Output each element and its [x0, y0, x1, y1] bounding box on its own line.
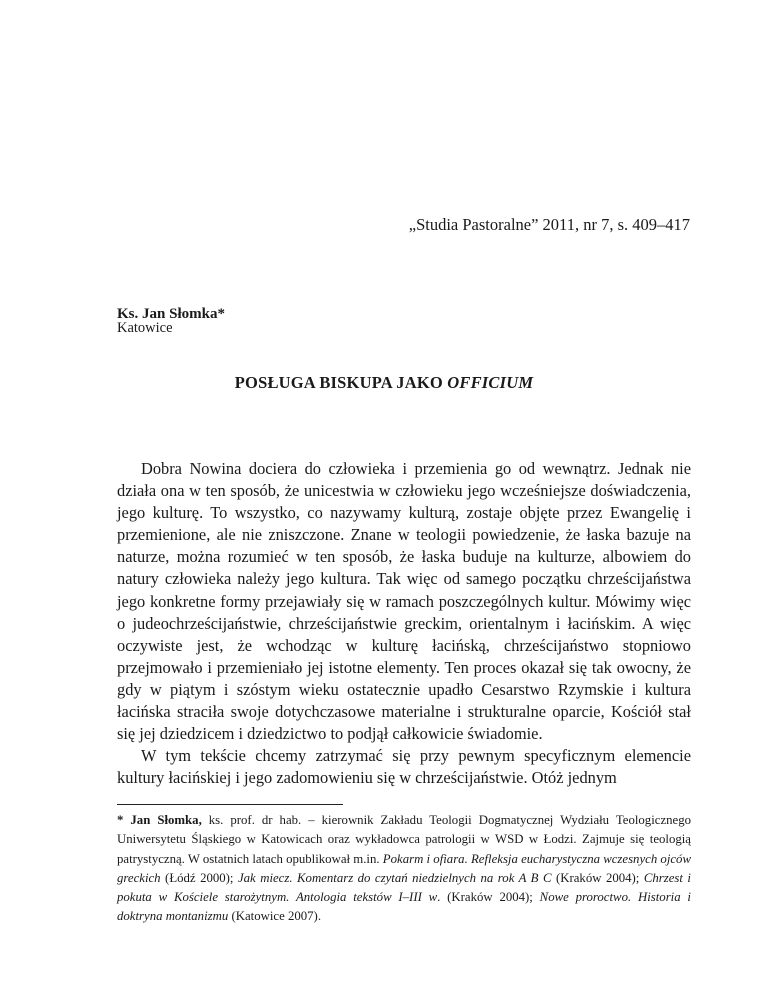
author-name: Ks. Jan Słomka*: [117, 306, 225, 322]
title-main: POSŁUGA BISKUPA JAKO: [234, 373, 448, 392]
article-title: [0, 373, 768, 393]
footnote-text: (Łódź 2000);: [160, 870, 238, 885]
footnote-text: (Katowice 2007).: [228, 909, 322, 924]
article-body: [117, 458, 691, 789]
title-italic: OFFICIUM: [447, 373, 534, 392]
footnote-work-title: Pokarm i ofiara. Refleksja eucharystyczna wczesnych ojców greckich: [117, 851, 691, 885]
journal-reference: „Studia Pastoralne” 2011, nr 7, s. 409–417: [408, 215, 690, 234]
footnote-text: ks. prof. dr hab. – kierownik Zakładu Teologii Dogmatycznej Wydziału Teologicznego Uniwersytetu Śląskiego w Katowicach oraz wykładowca patrologii w WSD w Łodzi. Zajmuje się teologią patrystyczną. W ostatnich latach opublikował m.in.: [117, 813, 691, 866]
footnote-author: * Jan Słomka,: [117, 813, 202, 827]
footnote-work-title: Chrzest i pokuta w Kościele starożytnym. Antologia tekstów I–III w: [117, 870, 691, 905]
footnote-work-title: Nowe proroctwo. Historia i doktryna montanizmu: [117, 890, 691, 924]
footnote-work-title: Jak miecz. Komentarz do czytań niedzielnych na rok A B C: [237, 870, 552, 885]
footnote-text: (Kraków 2004);: [551, 870, 644, 885]
body-paragraph: Dobra Nowina dociera do człowieka i przemienia go od wewnątrz. Jednak nie działa ona w ten sposób, że unicestwia w człowieku jego wcześniejsze doświadczenia, jego kulturę. To wszystko, co nazywamy kulturą, zostaje objęte przez Ewangelię i przemienione, ale nie zniszczone. Znane w teologii powiedzenie, że łaska bazuje na naturze, można rozumieć w ten sposób, że łaska buduje na kulturze, albowiem do natury człowieka należy jego kultura. Tak więc od samego początku chrześcijaństwa jego konkretne formy przejawiały się w ramach poszczególnych kultur. Mówimy więc o judeochrześcijaństwie, chrześcijaństwie greckim, orientalnym i łacińskim. A więc oczywiste jest, że wchodząc w kulturę łacińską, chrześcijaństwo stopniowo przejmowało i przemieniało jej istotne elementy. Ten proces okazał się tak owocny, że gdy w piątym i szóstym wieku ostatecznie upadło Cesarstwo Rzymskie i kultura łacińska straciła swoje dotychczasowe materialne i strukturalne oparcie, Kościół stał się jej dziedzicem i dziedzictwo to podjął całkowicie świadomie.: [117, 459, 691, 744]
footnote-divider: [117, 804, 343, 805]
body-paragraph: W tym tekście chcemy zatrzymać się przy pewnym specyficznym elemencie kultury łacińskiej i jego zadomowieniu się w chrześcijaństwie. Otóż jednym: [117, 746, 691, 788]
footnote: [117, 811, 691, 927]
footnote-text: . (Kraków 2004);: [437, 890, 540, 905]
author-affiliation: Katowice: [117, 320, 173, 336]
